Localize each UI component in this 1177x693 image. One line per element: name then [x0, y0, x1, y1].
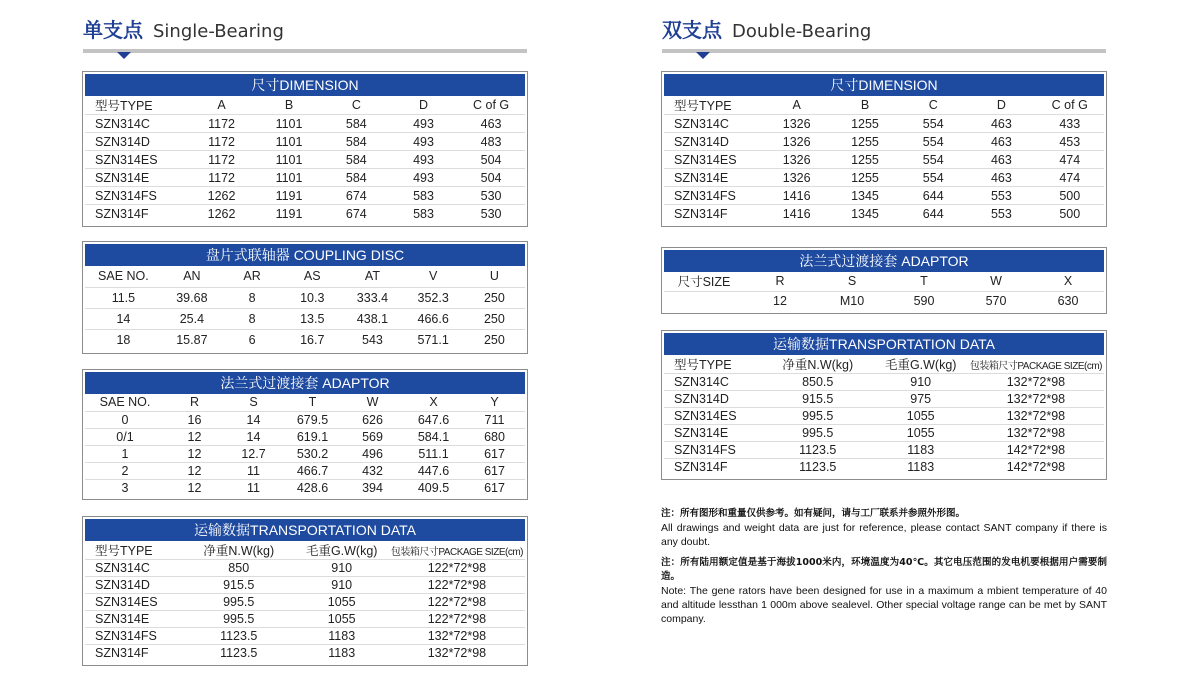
table-cell: 122*72*98	[389, 560, 525, 577]
table-cell: 333.4	[342, 287, 402, 308]
table-cell: 1123.5	[762, 442, 874, 459]
single-bearing-heading	[83, 14, 284, 40]
table-title: 盘片式联轴器 COUPLING DISC	[85, 244, 525, 266]
table-cell: SZN314C	[664, 374, 762, 391]
table-title: 运输数据TRANSPORTATION DATA	[85, 519, 525, 541]
table-row	[85, 628, 525, 645]
table-cell: 995.5	[183, 611, 295, 628]
header-row	[85, 266, 525, 287]
table-cell: 1255	[831, 151, 899, 169]
table-title: 尺寸DIMENSION	[85, 74, 525, 96]
table-cell: 711	[464, 411, 525, 428]
table-cell: 493	[390, 115, 457, 133]
notes	[661, 507, 1107, 626]
single-bearing-rule	[83, 49, 527, 53]
table-cell: 25.4	[162, 308, 222, 329]
header-cell: C of G	[1035, 96, 1104, 115]
heading-marker-icon	[696, 52, 710, 59]
table-row	[664, 442, 1104, 459]
table-cell: 428.6	[296, 480, 329, 495]
data-table	[664, 355, 1104, 476]
table-cell: 1416	[763, 187, 831, 205]
header-cell: SAE NO.	[85, 266, 162, 287]
table-row	[664, 391, 1104, 408]
table-cell: 1101	[255, 169, 322, 187]
table-cell: SZN314ES	[664, 151, 763, 169]
header-cell: W	[342, 394, 403, 411]
table-cell: 1055	[874, 425, 968, 442]
table-cell: 352.3	[403, 287, 464, 308]
table-row	[664, 133, 1104, 151]
header-row	[85, 96, 525, 115]
table-cell: 2	[85, 462, 165, 479]
table-cell: SZN314ES	[85, 594, 183, 611]
table-cell: 584	[323, 169, 390, 187]
data-table	[85, 394, 525, 496]
table-cell: 11	[224, 462, 283, 479]
header-cell: AR	[222, 266, 282, 287]
table-cell: 644	[922, 206, 944, 221]
table-row	[85, 151, 525, 169]
header-cell: C of G	[457, 96, 525, 115]
table-cell: 0	[85, 411, 165, 428]
table-cell: 10.3	[282, 287, 342, 308]
data-table	[85, 541, 525, 662]
table-title: 尺寸DIMENSION	[664, 74, 1104, 96]
table-cell: 12	[165, 445, 224, 462]
table-cell: 554	[899, 169, 967, 187]
table-cell: SZN314E	[664, 169, 763, 187]
table-cell: 500	[1059, 206, 1081, 221]
header-cell: 包装箱尺寸PACKAGE SIZE(cm)	[968, 355, 1104, 374]
table-cell: 1345	[851, 206, 879, 221]
header-cell: X	[403, 394, 464, 411]
table-row	[85, 308, 525, 329]
table-cell: 1191	[255, 187, 322, 205]
table-cell: SZN314FS	[664, 442, 762, 459]
table-cell: 1	[85, 445, 165, 462]
table-cell: 1183	[874, 442, 968, 459]
table-cell: 15.87	[176, 332, 208, 347]
table-cell: 1101	[255, 151, 322, 169]
data-table	[85, 96, 525, 223]
table-cell: SZN314D	[664, 391, 762, 408]
header-cell: S	[816, 272, 888, 291]
header-cell: S	[224, 394, 283, 411]
table-cell: 915.5	[183, 577, 295, 594]
table-cell: 1326	[763, 151, 831, 169]
table-cell: 674	[323, 187, 390, 205]
table-cell: 432	[342, 462, 403, 479]
table-row	[85, 445, 525, 462]
table-cell: 16	[165, 411, 224, 428]
table-cell: 1255	[831, 115, 899, 133]
table-cell: 11	[247, 480, 260, 495]
table-cell: 18	[116, 332, 131, 347]
table-cell: 583	[390, 187, 457, 205]
single-adaptor-table	[82, 369, 528, 500]
table-cell: 995.5	[762, 408, 874, 425]
table-cell: 493	[390, 151, 457, 169]
table-cell: 584	[323, 115, 390, 133]
header-row	[85, 394, 525, 411]
table-cell: 1345	[831, 187, 899, 205]
header-cell: R	[744, 272, 816, 291]
table-cell: 626	[342, 411, 403, 428]
table-cell: 142*72*98	[1006, 460, 1066, 475]
table-row	[664, 291, 1104, 310]
single-transport-table	[82, 516, 528, 666]
table-cell: 504	[457, 169, 525, 187]
table-cell: 1183	[907, 460, 935, 475]
table-cell: 617	[464, 445, 525, 462]
table-cell: 12	[165, 462, 224, 479]
table-cell: SZN314FS	[85, 628, 183, 645]
header-cell: 型号TYPE	[664, 96, 763, 115]
table-cell: 1172	[188, 115, 255, 133]
table-row	[85, 611, 525, 628]
table-cell: 554	[899, 151, 967, 169]
table-cell: 1172	[188, 169, 255, 187]
table-cell: 438.1	[342, 308, 402, 329]
note-2-zh: 注：所有陆用额定值是基于海拔1000米内，环境温度为40℃。其它电压范围的发电机要根据用户需要制造。	[661, 557, 1107, 582]
table-cell: 1055	[295, 611, 389, 628]
table-cell: 553	[967, 187, 1035, 205]
double-adaptor-table	[661, 247, 1107, 314]
table-cell: 8	[222, 308, 282, 329]
table-row	[85, 645, 525, 662]
notes-gap	[661, 549, 1107, 556]
table-cell: 132*72*98	[427, 646, 487, 661]
header-cell: B	[831, 96, 899, 115]
table-row	[664, 205, 1104, 223]
table-cell: 530.2	[283, 445, 342, 462]
table-cell: 1101	[255, 115, 322, 133]
header-cell: 型号TYPE	[85, 96, 188, 115]
table-row	[85, 187, 525, 205]
table-title: 法兰式过渡接套 ADAPTOR	[85, 372, 525, 394]
table-cell: 511.1	[403, 445, 464, 462]
table-cell: 1172	[188, 133, 255, 151]
table-cell: 12	[165, 428, 224, 445]
table-row	[664, 151, 1104, 169]
table-cell: SZN314ES	[664, 408, 762, 425]
table-cell: 39.68	[162, 287, 222, 308]
table-cell: 14	[224, 428, 283, 445]
header-cell: D	[390, 96, 457, 115]
table-row	[85, 133, 525, 151]
table-cell: 975	[874, 391, 968, 408]
table-cell: 1055	[295, 594, 389, 611]
header-cell: X	[1032, 272, 1104, 291]
table-cell: 1183	[295, 628, 389, 645]
table-cell: SZN314F	[674, 460, 728, 475]
header-cell: AT	[342, 266, 402, 287]
header-cell: 净重N.W(kg)	[183, 541, 295, 560]
table-cell: 12.7	[224, 445, 283, 462]
table-cell: 644	[899, 187, 967, 205]
table-cell: 647.6	[403, 411, 464, 428]
double-transport-table	[661, 330, 1107, 480]
table-cell: 453	[1035, 133, 1104, 151]
table-cell: SZN314C	[664, 115, 763, 133]
table-cell: SZN314C	[85, 560, 183, 577]
double-dimension-table	[661, 71, 1107, 227]
table-cell: 11.5	[85, 287, 162, 308]
table-row	[664, 408, 1104, 425]
table-cell: 850.5	[762, 374, 874, 391]
header-cell: C	[323, 96, 390, 115]
table-cell: 617	[464, 462, 525, 479]
header-cell: 尺寸SIZE	[664, 272, 744, 291]
table-row	[85, 115, 525, 133]
table-cell: 1123.5	[183, 628, 295, 645]
data-table	[664, 96, 1104, 223]
table-cell: 433	[1035, 115, 1104, 133]
table-cell: 1101	[255, 133, 322, 151]
table-cell: 463	[967, 115, 1035, 133]
note-2-en: Note: The gene rators have been designed for use in a maximum a mbient temperature of 40 and altitude lessthan 1 000m above sealevel. Other special voltage range can be met by SANT company.	[661, 585, 1107, 625]
table-cell: 14	[85, 308, 162, 329]
data-table	[85, 266, 525, 350]
header-cell: 毛重G.W(kg)	[295, 541, 389, 560]
table-cell: 590	[913, 293, 935, 308]
table-cell: 570	[985, 293, 1007, 308]
table-row	[85, 169, 525, 187]
table-cell: SZN314D	[85, 577, 183, 594]
table-cell: SZN314FS	[85, 187, 188, 205]
table-cell: 1262	[188, 187, 255, 205]
table-cell: 250	[464, 308, 525, 329]
table-row	[85, 205, 525, 223]
table-cell: SZN314E	[85, 169, 188, 187]
header-cell: SAE NO.	[85, 394, 165, 411]
table-cell: 122*72*98	[389, 594, 525, 611]
header-cell: 毛重G.W(kg)	[874, 355, 968, 374]
header-cell: T	[888, 272, 960, 291]
header-cell: V	[403, 266, 464, 287]
table-cell: 1255	[831, 169, 899, 187]
table-cell: M10	[839, 293, 865, 308]
table-title: 法兰式过渡接套 ADAPTOR	[664, 250, 1104, 272]
table-row	[664, 169, 1104, 187]
table-cell: 483	[457, 133, 525, 151]
note-1-en: All drawings and weight data are just for reference, please contact SANT company if there is any doubt.	[661, 522, 1107, 548]
table-cell: 679.5	[283, 411, 342, 428]
header-cell: R	[165, 394, 224, 411]
table-row	[664, 425, 1104, 442]
single-dimension-table	[82, 71, 528, 227]
table-cell: 463	[967, 169, 1035, 187]
table-cell: 1055	[874, 408, 968, 425]
table-cell: 910	[295, 577, 389, 594]
table-row	[85, 411, 525, 428]
header-row	[664, 272, 1104, 291]
table-cell: 6	[248, 332, 256, 347]
table-row	[85, 329, 525, 350]
table-cell: 910	[874, 374, 968, 391]
table-cell: 569	[342, 428, 403, 445]
table-cell: 493	[390, 133, 457, 151]
table-cell: SZN314FS	[664, 187, 763, 205]
table-cell: 1262	[207, 206, 236, 221]
header-cell: AS	[282, 266, 342, 287]
table-cell: 1326	[763, 169, 831, 187]
table-row	[85, 462, 525, 479]
table-cell: 584	[323, 151, 390, 169]
double-bearing-heading-en: Double-Bearing	[732, 21, 872, 42]
table-cell: 1123.5	[220, 646, 258, 661]
table-cell: 463	[967, 151, 1035, 169]
table-cell: 584.1	[403, 428, 464, 445]
header-cell: 型号TYPE	[85, 541, 183, 560]
table-cell: 409.5	[417, 480, 450, 495]
table-cell: 132*72*98	[968, 425, 1104, 442]
table-cell: 995.5	[762, 425, 874, 442]
table-row	[85, 479, 525, 496]
table-row	[664, 374, 1104, 391]
table-cell: 447.6	[403, 462, 464, 479]
table-title: 运输数据TRANSPORTATION DATA	[664, 333, 1104, 355]
table-cell: 1183	[328, 646, 356, 661]
header-cell: 包装箱尺寸PACKAGE SIZE(cm)	[389, 541, 525, 560]
table-row	[85, 577, 525, 594]
table-cell: 394	[362, 480, 383, 495]
header-cell: D	[967, 96, 1035, 115]
table-cell: 474	[1035, 169, 1104, 187]
header-row	[664, 96, 1104, 115]
table-cell: 1123.5	[799, 460, 837, 475]
table-cell: 16.7	[300, 332, 325, 347]
table-row	[664, 115, 1104, 133]
table-row	[664, 187, 1104, 205]
table-cell: 630	[1057, 293, 1079, 308]
table-cell: 619.1	[283, 428, 342, 445]
table-cell: 8	[222, 287, 282, 308]
header-cell: AN	[162, 266, 222, 287]
table-row	[85, 560, 525, 577]
table-cell	[664, 291, 744, 310]
table-cell: 1255	[831, 133, 899, 151]
table-cell: 1191	[275, 206, 303, 221]
table-cell: 122*72*98	[389, 611, 525, 628]
table-cell: 995.5	[183, 594, 295, 611]
table-cell: 1326	[763, 115, 831, 133]
table-cell: 1416	[782, 206, 811, 221]
table-cell: 915.5	[762, 391, 874, 408]
table-cell: 571.1	[417, 332, 449, 347]
table-row	[85, 428, 525, 445]
table-cell: SZN314ES	[85, 151, 188, 169]
table-cell: 530	[457, 187, 525, 205]
header-cell: A	[763, 96, 831, 115]
table-cell: 132*72*98	[968, 374, 1104, 391]
header-cell: 型号TYPE	[664, 355, 762, 374]
table-cell: 12	[773, 293, 787, 308]
table-cell: 553	[990, 206, 1012, 221]
table-cell: 496	[342, 445, 403, 462]
table-cell: 466.6	[403, 308, 464, 329]
double-bearing-heading	[662, 14, 871, 40]
table-cell: 493	[390, 169, 457, 187]
table-row	[664, 459, 1104, 476]
table-cell: 474	[1035, 151, 1104, 169]
double-bearing-rule	[662, 49, 1106, 53]
note-1-zh: 注：所有图形和重量仅供参考。如有疑问，请与工厂联系并参照外形图。	[661, 508, 966, 519]
header-row	[664, 355, 1104, 374]
table-cell: SZN314F	[95, 206, 149, 221]
double-bearing-heading-zh: 双支点	[662, 18, 722, 42]
header-cell: T	[283, 394, 342, 411]
table-cell: 554	[899, 115, 967, 133]
table-cell: 132*72*98	[968, 391, 1104, 408]
header-cell: A	[188, 96, 255, 115]
table-cell: 850	[183, 560, 295, 577]
table-cell: 466.7	[283, 462, 342, 479]
table-cell: 584	[323, 133, 390, 151]
table-cell: 0/1	[85, 428, 165, 445]
single-bearing-heading-zh: 单支点	[83, 18, 143, 42]
header-cell: U	[464, 266, 525, 287]
table-cell: 14	[224, 411, 283, 428]
table-cell: SZN314D	[85, 133, 188, 151]
header-cell: B	[255, 96, 322, 115]
header-cell: 净重N.W(kg)	[762, 355, 874, 374]
single-coupling-table	[82, 241, 528, 354]
table-cell: 543	[362, 332, 383, 347]
table-row	[85, 594, 525, 611]
table-cell: SZN314C	[85, 115, 188, 133]
table-cell: SZN314E	[664, 425, 762, 442]
table-cell: 3	[121, 480, 129, 495]
table-cell: 504	[457, 151, 525, 169]
table-cell: 12	[187, 480, 202, 495]
table-cell: 463	[457, 115, 525, 133]
single-bearing-heading-en: Single-Bearing	[153, 21, 284, 42]
table-cell: 132*72*98	[389, 628, 525, 645]
table-cell: 250	[464, 287, 525, 308]
table-cell: 500	[1035, 187, 1104, 205]
table-cell: 680	[464, 428, 525, 445]
table-cell: 142*72*98	[968, 442, 1104, 459]
data-table	[664, 272, 1104, 310]
table-cell: 583	[413, 206, 434, 221]
table-cell: 122*72*98	[389, 577, 525, 594]
table-cell: SZN314E	[85, 611, 183, 628]
header-row	[85, 541, 525, 560]
header-cell: W	[960, 272, 1032, 291]
table-cell: 554	[899, 133, 967, 151]
table-cell: 617	[484, 480, 505, 495]
table-cell: 530	[480, 206, 502, 221]
heading-marker-icon	[117, 52, 131, 59]
table-cell: SZN314F	[674, 206, 728, 221]
table-row	[85, 287, 525, 308]
table-cell: 674	[345, 206, 367, 221]
table-cell: 910	[295, 560, 389, 577]
table-cell: 13.5	[282, 308, 342, 329]
table-cell: 463	[967, 133, 1035, 151]
table-cell: 132*72*98	[968, 408, 1104, 425]
table-cell: SZN314D	[664, 133, 763, 151]
table-cell: 250	[483, 332, 505, 347]
header-cell: Y	[464, 394, 525, 411]
header-cell: C	[899, 96, 967, 115]
table-cell: 1326	[763, 133, 831, 151]
table-cell: SZN314F	[95, 646, 149, 661]
table-cell: 1172	[188, 151, 255, 169]
